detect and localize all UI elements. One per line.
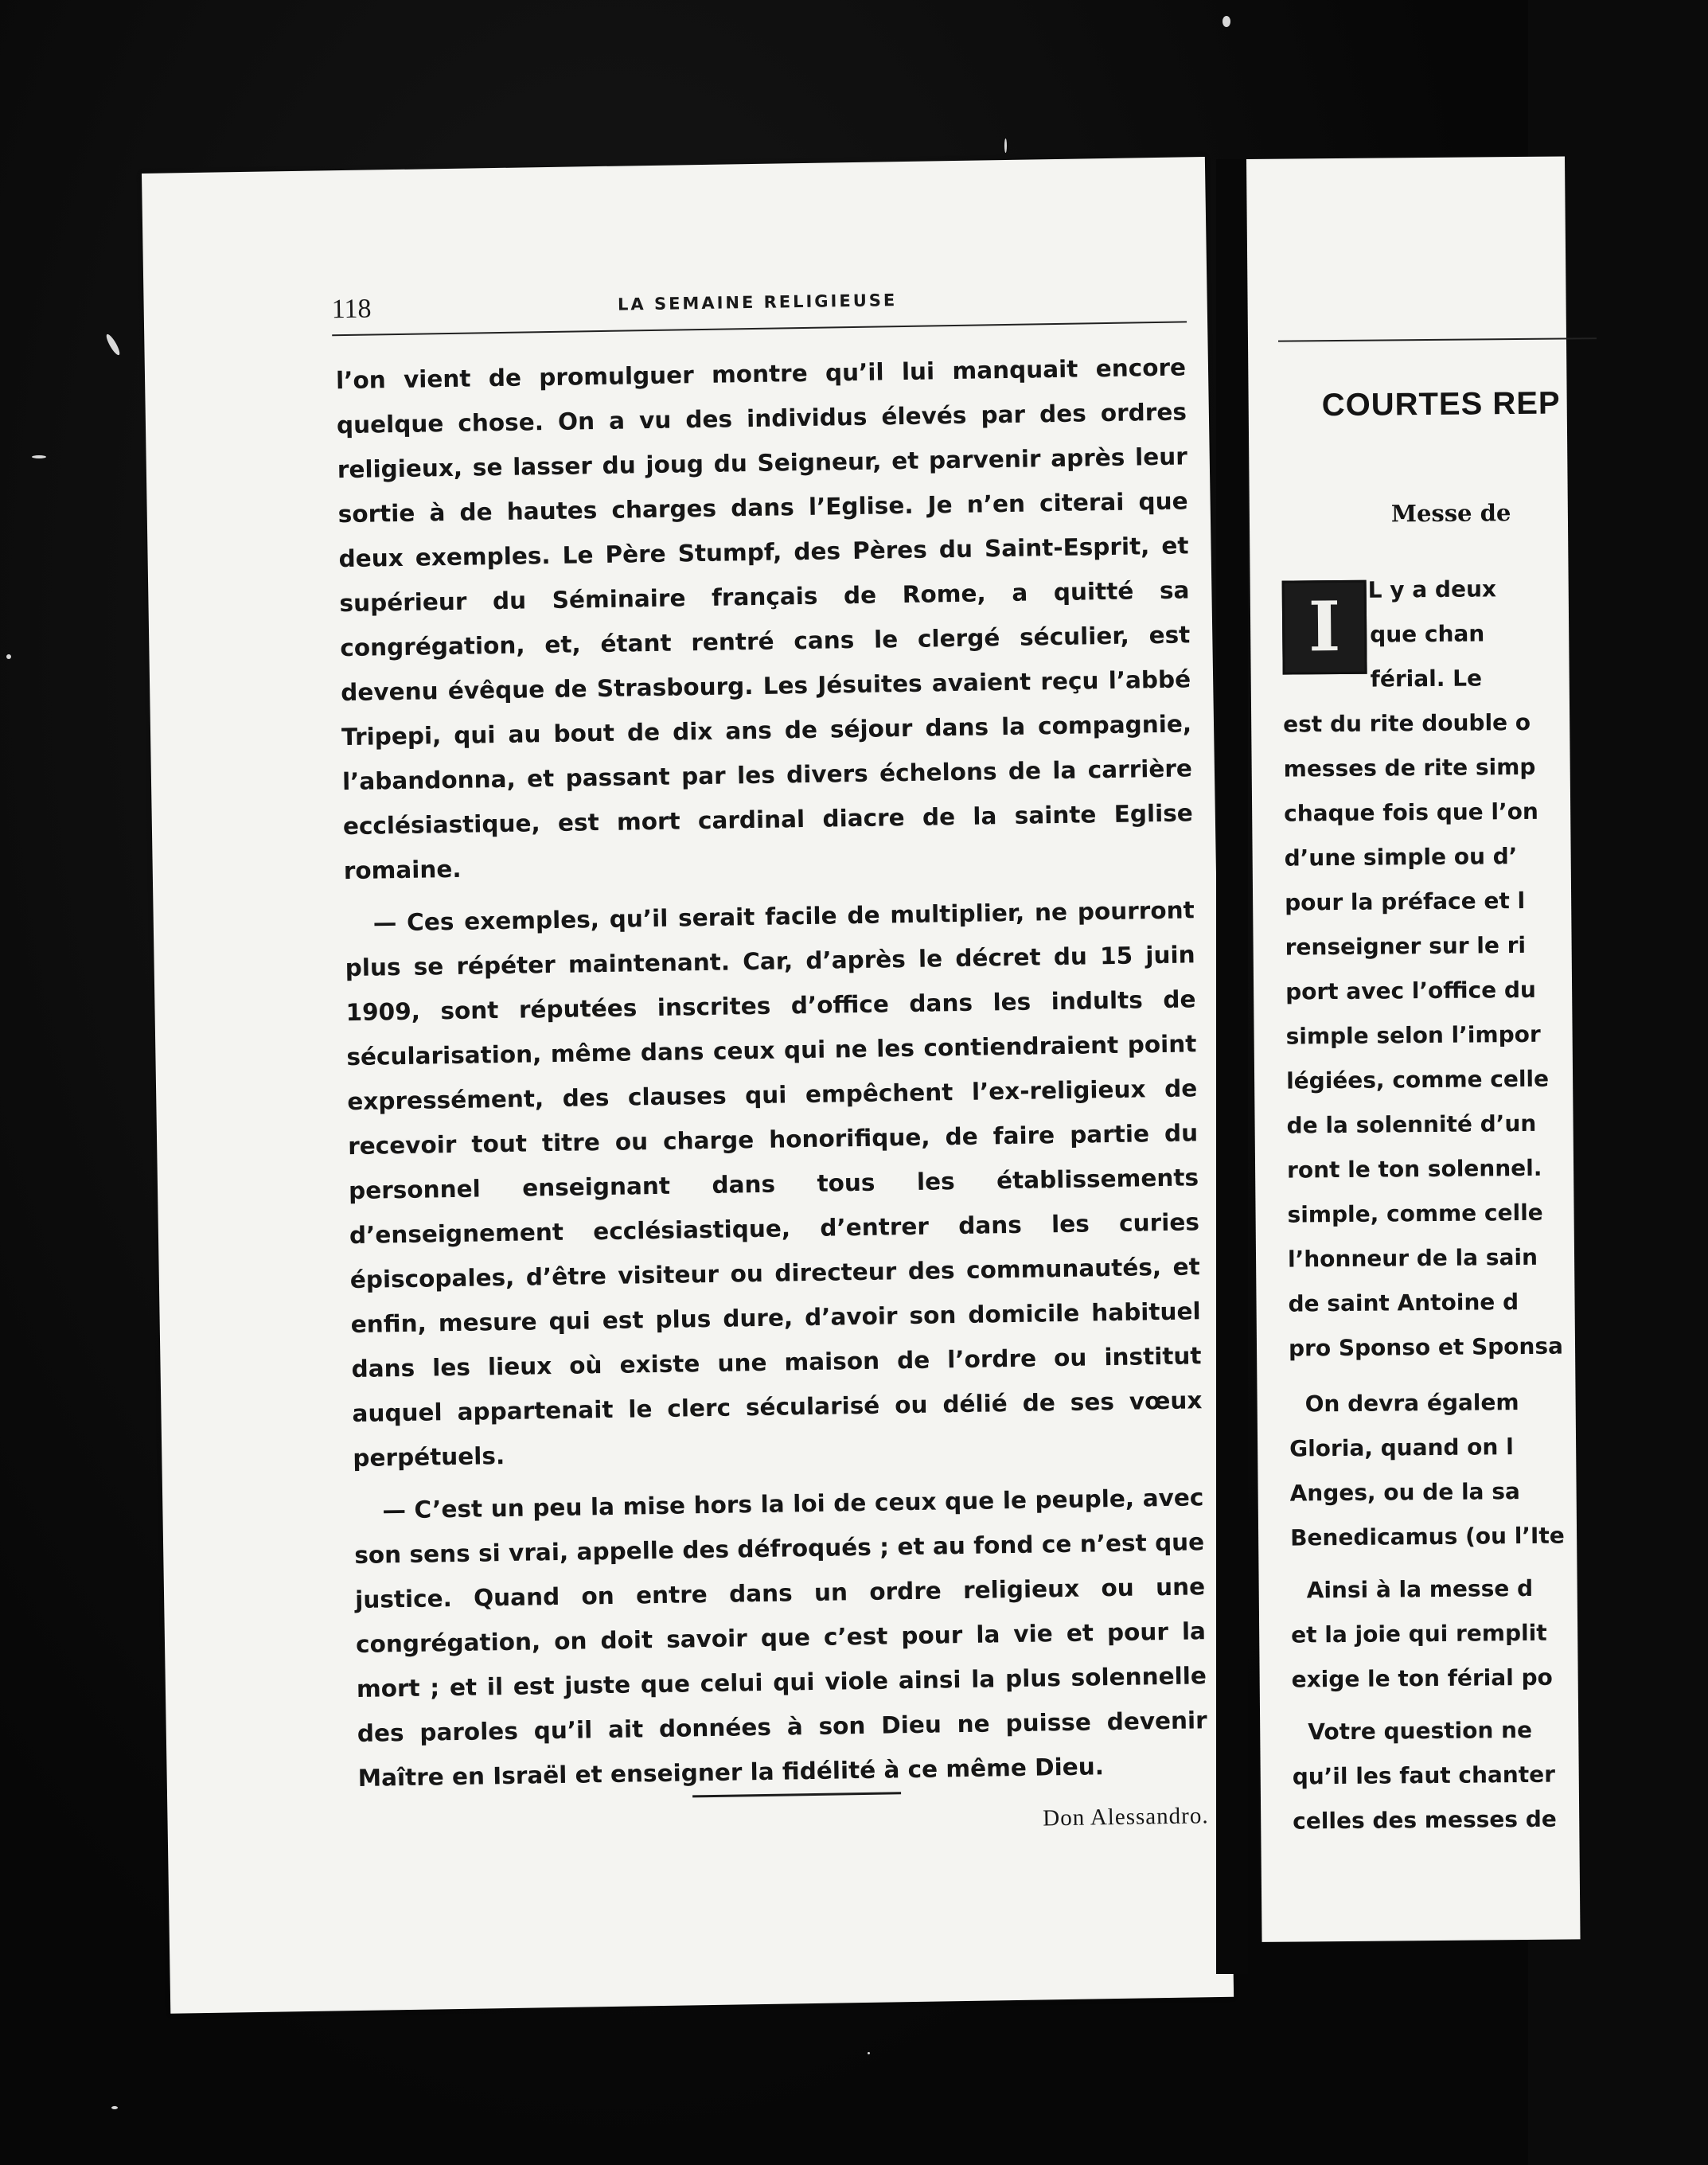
text-line: que chan <box>1370 620 1485 648</box>
dust-speck <box>111 2106 118 2109</box>
paragraph: l’on vient de promulguer montre qu’il lui manquait encore quelque chose. On a vu des individus élevés par des ordres religieux, se lasser du joug du Seigneur, et parvenir après leur sortie à de hautes charges dans l’Eglise. Je n’en citerai que deux exemples. Le Père Stumpf, des Pères du Saint-Esprit, et supérieur du Séminaire français de Rome, a quitté sa congrégation, et, étant rentré cans le clergé séculier, est devenu évêque de Strasbourg. Les Jésuites avaient reçu l’abbé Tripepi, qui au bout de dix ans de séjour dans la compagnie, l’abandonna, et passant par les divers échelons de la carrière ecclésiastique, est mort cardinal diacre de la sainte Eglise romaine. <box>335 353 1194 885</box>
dust-speck <box>104 333 122 357</box>
text-line: exige le ton férial po <box>1291 1664 1553 1693</box>
section-subheading: Messe de <box>1390 499 1511 528</box>
text-line: et la joie qui remplit <box>1291 1619 1547 1648</box>
paragraph: — Ces exemples, qu’il serait facile de multiplier, ne pourront plus se répéter maintenant. Car, d’après le décret du 15 juin 1909, sont réputées inscrites d’office dans les indults de sécularisation, même dans ceux qui ne les contiendraient point expressément, des clauses qui empêchent l’ex-religieux de recevoir tout titre ou charge honorifique, de faire partie du personnel enseignant dans tous les établissements d’enseignement ecclésiastique, d’entrer dans les curies épiscopales, d’être visiteur ou directeur des communautés, et enfin, mesure qui est plus dure, d’avoir son domicile habituel dans les lieux où existe une maison de l’ordre ou institut auquel appartenait le clerc sécularisé ou délié de ses vœux perpétuels. <box>345 896 1203 1473</box>
text-line: Votre question ne <box>1308 1716 1533 1746</box>
text-line: simple selon l’impor <box>1285 1020 1541 1050</box>
right-page <box>1246 157 1581 1942</box>
dust-speck <box>1004 138 1007 153</box>
text-line: légiées, comme celle <box>1285 1065 1550 1094</box>
ornamental-dropcap: I <box>1282 580 1367 675</box>
dust-speck <box>6 654 11 659</box>
text-line: messes de rite simp <box>1283 753 1536 782</box>
text-line: d’une simple ou d’ <box>1284 843 1518 872</box>
text-line: Benedicamus (ou l’Ite <box>1289 1522 1565 1551</box>
text-line: pour la préface et l <box>1285 887 1526 916</box>
article-body <box>336 345 1209 1851</box>
text-line: L y a deux <box>1367 575 1497 603</box>
section-heading: COURTES REP <box>1321 385 1561 423</box>
right-page-text <box>1282 574 1696 1835</box>
dust-speck <box>32 455 46 458</box>
author-signature: Don Alessandro. <box>1043 1803 1209 1831</box>
left-page <box>142 157 1234 2014</box>
text-line: Ainsi à la messe d <box>1306 1574 1534 1604</box>
text-line: de la solennité d’un <box>1286 1110 1537 1139</box>
book-gutter <box>1216 159 1248 1974</box>
dust-speck <box>868 2052 870 2054</box>
paragraph: — C’est un peu la mise hors la loi de ceux que le peuple, avec son sens si vrai, appelle des défroqués ; et au fond ce n’est que justice. Quand on entre dans un ordre religieux ou une congrégation, on doit savoir que c’est pour la vie et pour la mort ; et il est juste que celui qui viole ainsi la plus solennelle des paroles qu’il ait données à son Dieu ne puisse devenir Maître en Israël et enseigner la fidélité à ce même Dieu. <box>354 1484 1207 1792</box>
text-line: renseigner sur le ri <box>1285 931 1527 961</box>
text-line: l’honneur de la sain <box>1287 1243 1538 1273</box>
text-line: de saint Antoine d <box>1288 1289 1519 1317</box>
text-line: qu’il les faut chanter <box>1292 1761 1556 1790</box>
text-line: celles des messes de <box>1293 1805 1557 1835</box>
text-line: est du rite double o <box>1283 708 1531 738</box>
text-line: Gloria, quand on l <box>1289 1434 1514 1462</box>
text-line: ront le ton solennel. <box>1286 1154 1542 1184</box>
text-line: férial. Le <box>1370 665 1483 692</box>
text-line: simple, comme celle <box>1287 1199 1543 1228</box>
header-rule <box>1278 337 1597 341</box>
running-title: LA SEMAINE RELIGIEUSE <box>617 291 898 314</box>
dust-speck <box>1223 16 1230 27</box>
text-line: chaque fois que l’on <box>1284 798 1539 827</box>
text-line: port avec l’office du <box>1285 976 1536 1005</box>
text-line: pro Sponso et Sponsa <box>1288 1332 1564 1362</box>
text-line: Anges, ou de la sa <box>1289 1478 1520 1507</box>
text-line: On devra égalem <box>1304 1389 1519 1418</box>
page-number: 118 <box>331 294 372 325</box>
